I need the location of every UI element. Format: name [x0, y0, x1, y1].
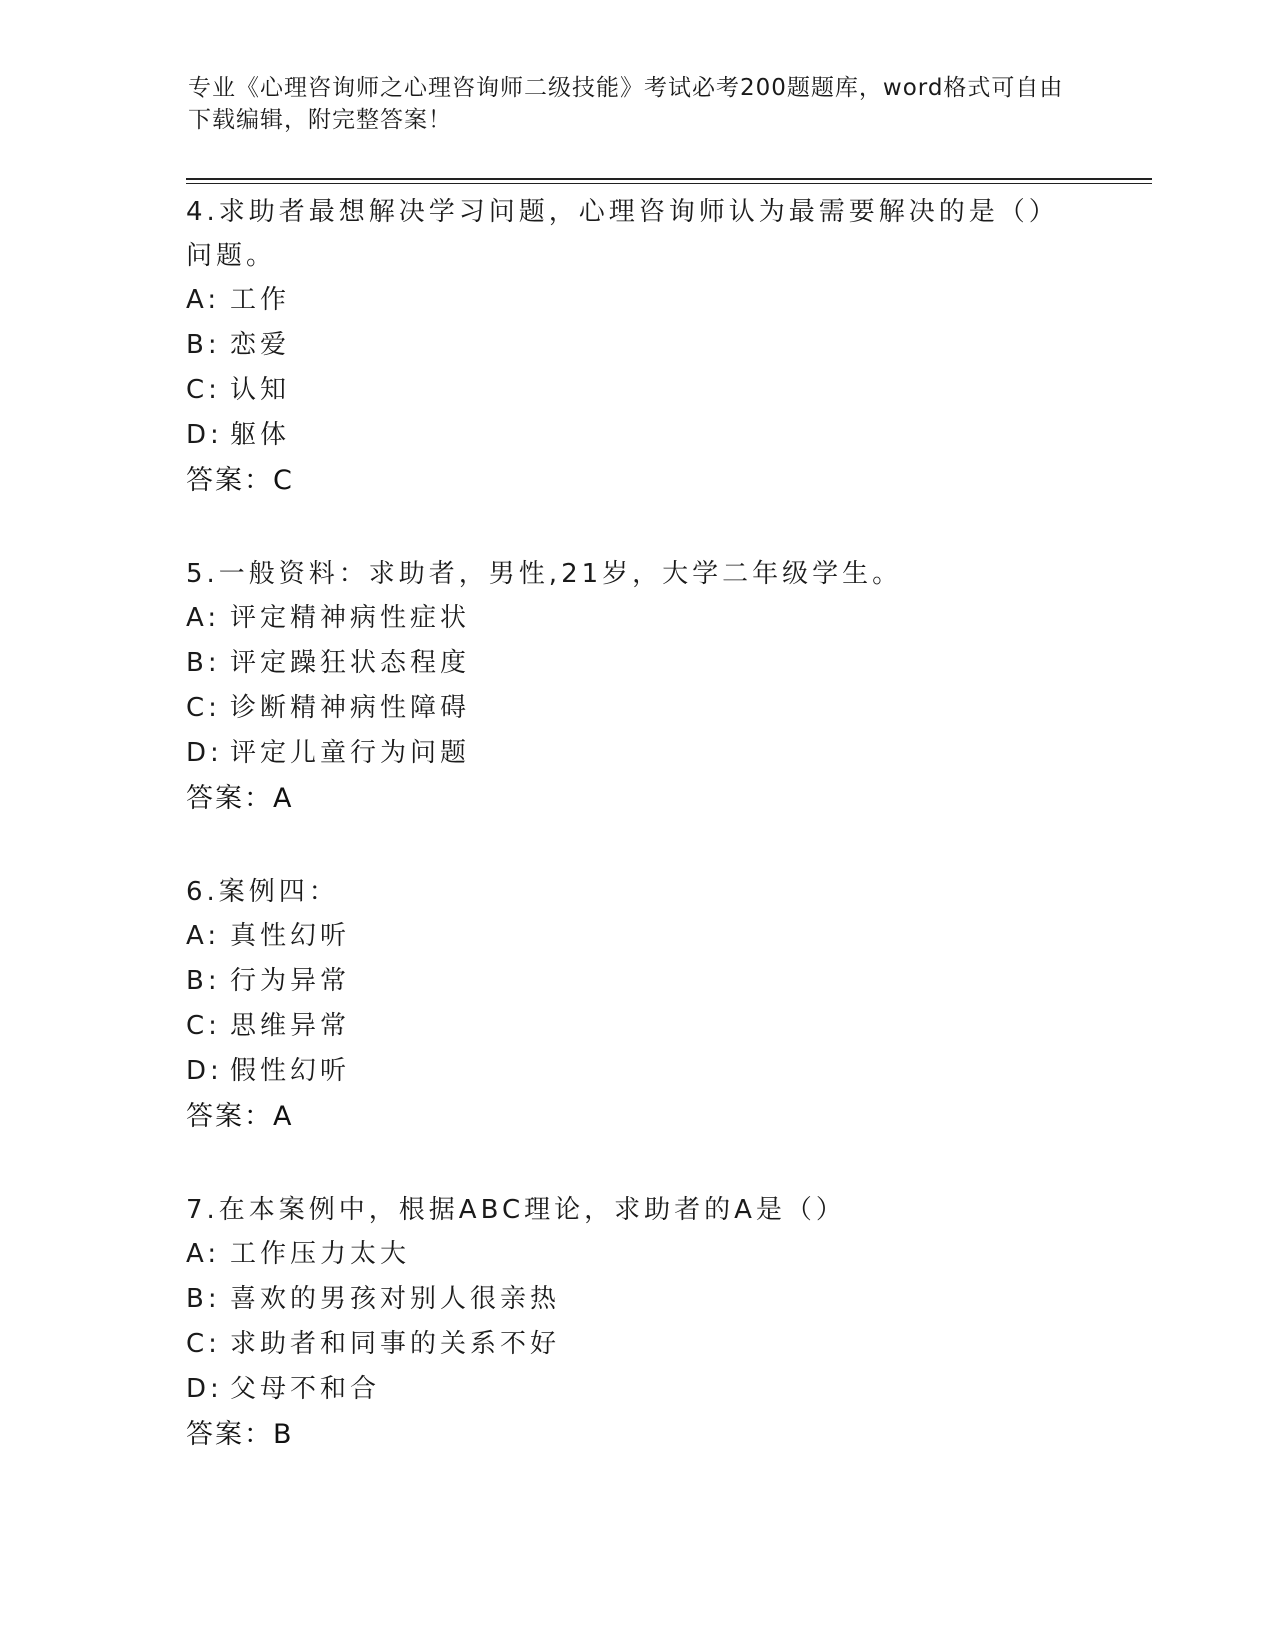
option-text: 行为异常: [230, 966, 351, 996]
header-divider-thick: [186, 178, 1152, 180]
option-text: 父母不和合: [230, 1374, 381, 1404]
option-text: 求助者和同事的关系不好: [230, 1329, 561, 1359]
option-text: 工作压力太大: [230, 1239, 411, 1269]
option-letter: B:: [186, 966, 221, 996]
option-b: [186, 1277, 1066, 1322]
question-text: 7.在本案例中，根据ABC理论，求助者的A是（）: [186, 1195, 846, 1225]
option-b: [186, 959, 1066, 1004]
question-block: [186, 870, 1066, 1140]
option-text: 认知: [230, 375, 291, 405]
option-letter: A:: [186, 603, 221, 633]
question-text: 5.一般资料：求助者，男性,21岁，大学二年级学生。: [186, 559, 903, 589]
option-a: [186, 596, 1066, 641]
option-letter: A:: [186, 921, 221, 951]
option-text: 思维异常: [230, 1011, 351, 1041]
answer-text: 答案：C: [186, 465, 294, 496]
option-letter: B:: [186, 648, 221, 678]
option-b: [186, 323, 1066, 368]
option-a: [186, 914, 1066, 959]
question-block: [186, 190, 1066, 504]
question-text: 4.求助者最想解决学习问题，心理咨询师认为最需要解决的是（）问题。: [186, 197, 1059, 271]
option-text: 评定躁狂状态程度: [230, 648, 471, 678]
option-b: [186, 641, 1066, 686]
option-letter: D:: [186, 738, 223, 768]
option-text: 躯体: [230, 420, 291, 450]
answer-text: 答案：A: [186, 1101, 294, 1132]
option-a: [186, 278, 1066, 323]
option-letter: C:: [186, 693, 221, 723]
option-text: 工作: [230, 285, 291, 315]
option-d: [186, 1049, 1066, 1094]
option-d: [186, 1367, 1066, 1412]
option-c: [186, 368, 1066, 413]
question-text: 6.案例四：: [186, 877, 339, 907]
document-header: 专业《心理咨询师之心理咨询师二级技能》考试必考200题题库，word格式可自由下载编辑，附完整答案！: [188, 75, 1064, 133]
option-letter: C:: [186, 1329, 221, 1359]
option-c: [186, 686, 1066, 731]
header-divider-thin: [186, 183, 1152, 184]
answer-text: 答案：B: [186, 1419, 294, 1450]
option-c: [186, 1322, 1066, 1367]
option-text: 恋爱: [230, 330, 291, 360]
option-letter: D:: [186, 420, 223, 450]
question-block: [186, 552, 1066, 822]
option-text: 评定精神病性症状: [230, 603, 471, 633]
option-d: [186, 731, 1066, 776]
option-text: 评定儿童行为问题: [230, 738, 471, 768]
option-c: [186, 1004, 1066, 1049]
option-a: [186, 1232, 1066, 1277]
option-letter: C:: [186, 1011, 221, 1041]
option-letter: D:: [186, 1374, 223, 1404]
option-letter: C:: [186, 375, 221, 405]
option-letter: A:: [186, 1239, 221, 1269]
option-text: 诊断精神病性障碍: [230, 693, 471, 723]
option-text: 真性幻听: [230, 921, 351, 951]
option-text: 假性幻听: [230, 1056, 351, 1086]
option-d: [186, 413, 1066, 458]
option-letter: B:: [186, 1284, 221, 1314]
option-text: 喜欢的男孩对别人很亲热: [230, 1284, 561, 1314]
option-letter: A:: [186, 285, 221, 315]
question-block: [186, 1188, 1066, 1458]
answer-text: 答案：A: [186, 783, 294, 814]
option-letter: B:: [186, 330, 221, 360]
option-letter: D:: [186, 1056, 223, 1086]
